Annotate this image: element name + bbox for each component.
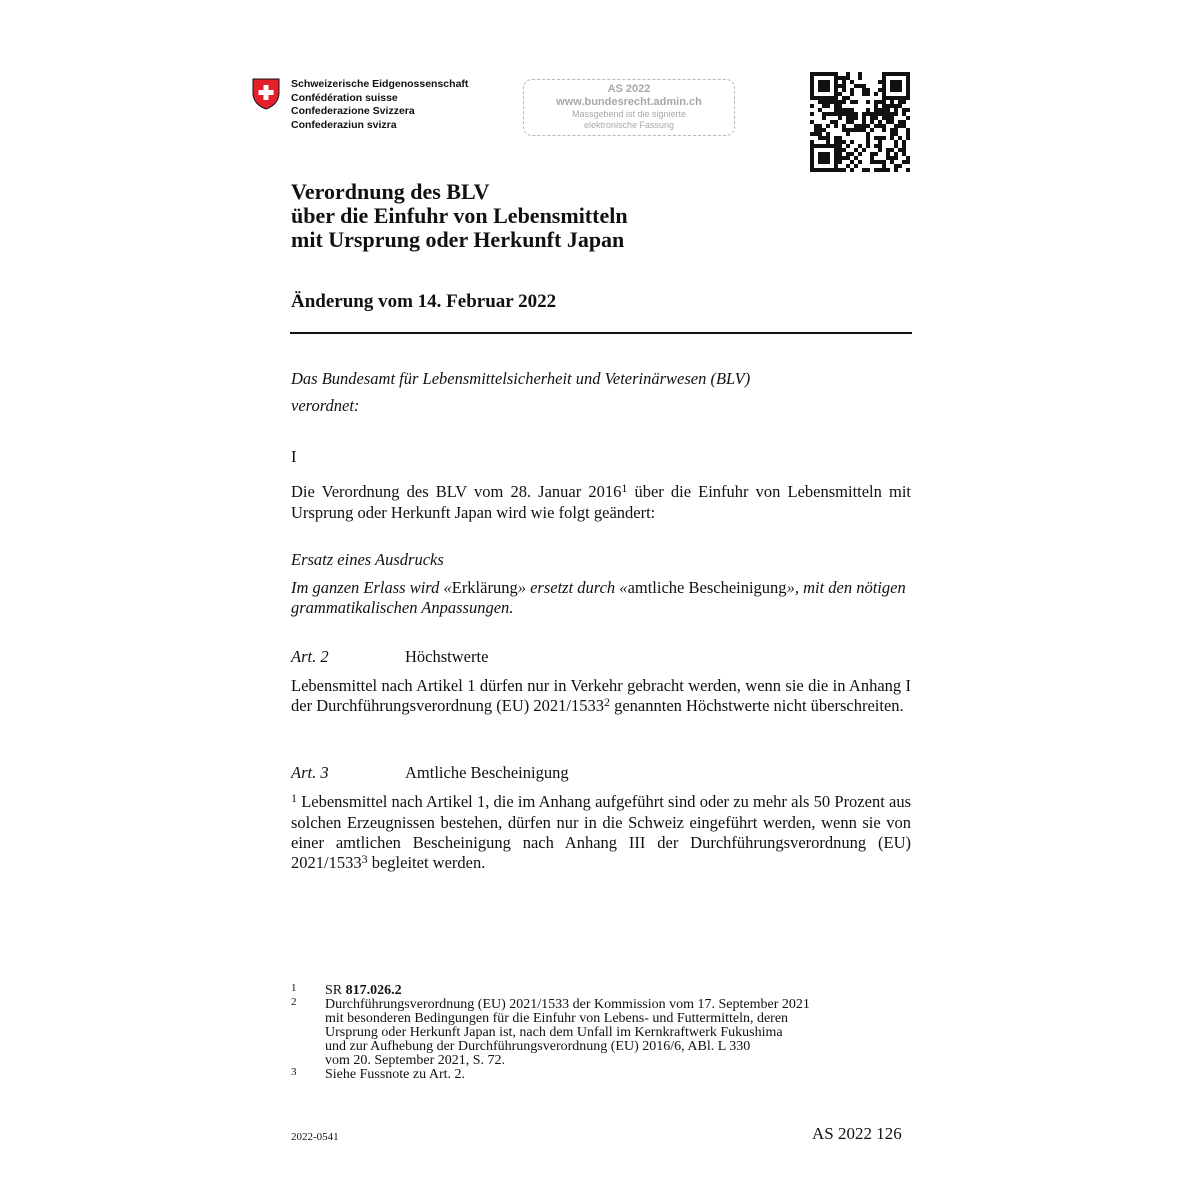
article-3-body-cont: begleitet werden. [367,853,486,872]
title-line-2: über die Einfuhr von Lebensmitteln [291,203,628,228]
title-divider [290,332,912,334]
stamp-note-1: Massgebend ist die signierte [571,109,687,119]
footnote-3-text: Siehe Fussnote zu Art. 2. [325,1067,465,1082]
footnote-3-number: 3 [291,1066,297,1078]
replacement-heading: Ersatz eines Ausdrucks [291,550,444,569]
title-line-1: Verordnung des BLV [291,179,490,204]
amendment-date: Änderung vom 14. Februar 2022 [291,291,557,312]
replacement-new-term: amtliche Bescheinigung [627,578,787,597]
article-2-title: Höchstwerte [405,647,489,666]
footnote-1-number: 1 [291,982,297,994]
document-title [291,180,628,252]
article-2-heading [291,647,911,667]
confederation-name-rm: Confederaziun svizra [291,118,397,131]
qr-code-icon [810,72,910,172]
replacement-text-2: » ersetzt durch « [517,578,628,597]
confederation-names [291,78,468,132]
as-number: AS 2022 126 [812,1124,902,1143]
official-publication-stamp [523,79,735,136]
footnote-ref-2[interactable]: 2 [603,695,610,709]
footnote-2-line: mit besonderen Bedingungen für die Einfuhr von Lebens- und Futtermitteln, deren [325,1011,789,1026]
replacement-old-term: Erklärung [451,578,518,597]
confederation-name-fr: Confédération suisse [291,91,398,104]
footnote-2-line: vom 20. September 2021, S. 72. [325,1053,506,1068]
footnote-2-number: 2 [291,996,297,1008]
preamble [291,365,911,419]
footnote-2 [291,998,911,1068]
section-number: I [291,447,297,466]
article-2-number: Art. 2 [291,647,329,666]
article-3-body: Lebensmittel nach Artikel 1, die im Anhang aufgeführt sind oder zu mehr als 50 Prozent aus solchen Erzeugnissen bestehen, dürfen nur in die Schweiz eingeführt werden, wenn sie von einer amtlichen Bescheinigung nach Anhang III der Durchführungsverordnung (EU) 2021/1533 [291,792,911,872]
stamp-as-year: AS 2022 [607,83,651,95]
article-2-body-cont: genannten Höchstwerte nicht überschreiten. [609,696,904,715]
paragraph-number: 1 [291,791,297,805]
footnote-3 [291,1068,911,1082]
footnote-ref-1[interactable]: 1 [621,481,628,495]
article-3-text [291,792,911,874]
swiss-coat-of-arms-icon [252,78,280,110]
replacement-paragraph [291,578,911,618]
stamp-note-2: elektronische Fassung [583,120,675,130]
main-paragraph-text: Die Verordnung des BLV vom 28. Januar 2016 [291,482,622,501]
main-paragraph [291,482,911,523]
footnote-ref-3[interactable]: 3 [361,852,368,866]
title-line-3: mit Ursprung oder Herkunft Japan [291,227,625,252]
preamble-line-1: Das Bundesamt für Lebensmittelsicherheit und Veterinärwesen (BLV) [291,369,751,388]
replacement-text-3: », mit den nötigen grammatikalischen Anpassungen. [291,578,906,617]
document-id: 2022-0541 [291,1131,339,1143]
footnote-2-line: Durchführungsverordnung (EU) 2021/1533 der Kommission vom 17. September 2021 [325,997,810,1012]
confederation-name-it: Confederazione Svizzera [291,105,415,117]
main-paragraph-text-cont: über die Einfuhr von Lebensmitteln mit Ursprung oder Herkunft Japan wird wie folgt geändert: [291,482,911,522]
footnote-2-line: Ursprung oder Herkunft Japan ist, nach dem Unfall im Kernkraftwerk Fukushima [325,1025,783,1040]
footnote-1-sr-number: 817.026.2 [345,983,402,998]
article-3-heading [291,763,911,783]
article-3-title: Amtliche Bescheinigung [405,763,569,782]
confederation-name-de: Schweizerische Eidgenossenschaft [291,78,469,90]
replacement-text-1: Im ganzen Erlass wird « [291,578,452,597]
article-2-text [291,676,911,717]
article-3-number: Art. 3 [291,763,329,782]
footnotes [291,984,911,1082]
stamp-url: www.bundesrecht.admin.ch [556,96,702,108]
preamble-line-2: verordnet: [291,396,360,415]
footnote-2-line: und zur Aufhebung der Durchführungsverordnung (EU) 2016/6, ABl. L 330 [325,1039,751,1054]
footnote-1 [291,984,911,998]
article-2-body: Lebensmittel nach Artikel 1 dürfen nur in Verkehr gebracht werden, wenn sie die in Anhang I der Durchführungsverordnung (EU) 2021/1533 [291,676,911,715]
footnote-1-prefix: SR [325,983,346,998]
